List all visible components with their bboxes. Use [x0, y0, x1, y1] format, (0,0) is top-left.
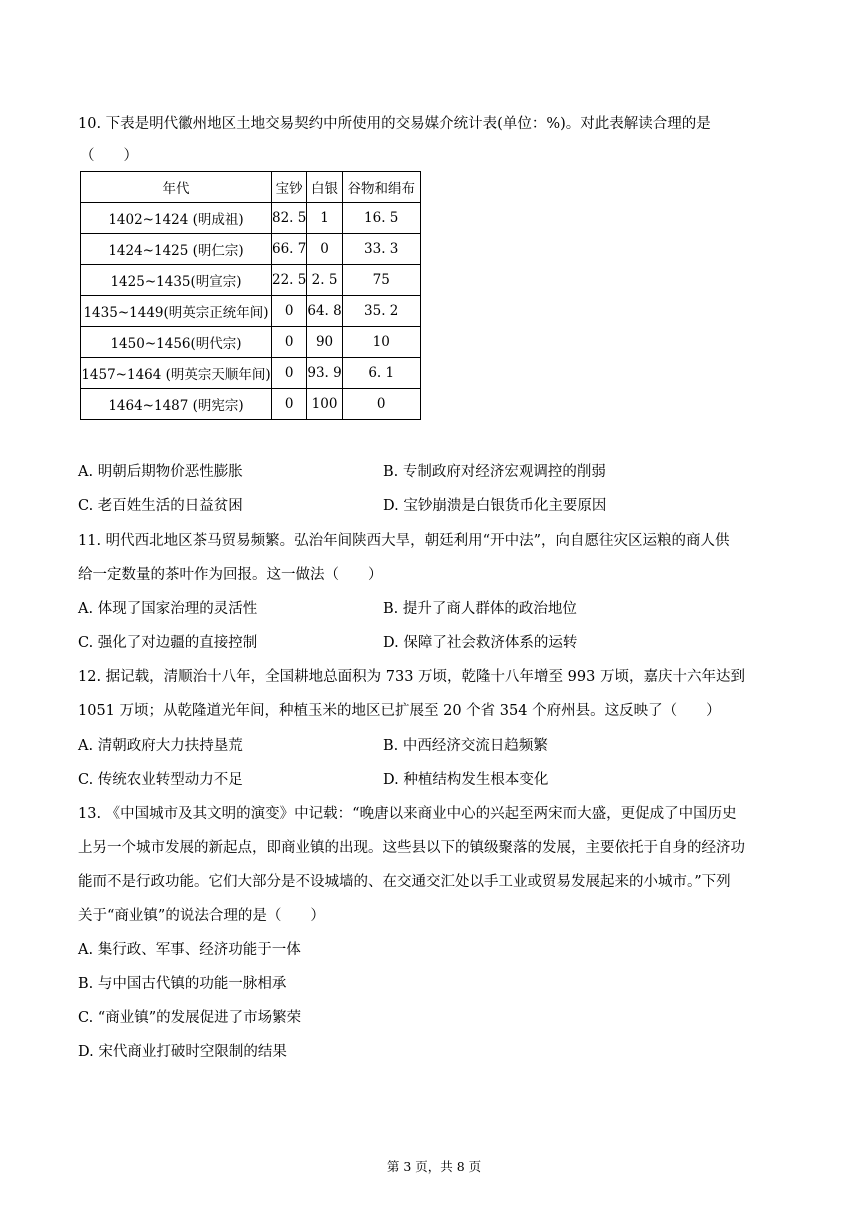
q11-option-a[interactable]: A. 体现了国家治理的灵活性 [78, 601, 258, 617]
cell-baochao: 22. 5 [272, 265, 307, 296]
cell-era: 1402~1424 (明成祖) [81, 203, 272, 234]
header-silver: 白银 [307, 172, 342, 203]
cell-era: 1424~1425 (明仁宗) [81, 234, 272, 265]
cell-silver: 90 [307, 327, 342, 358]
q13-stem-line-3: 能而不是行政功能。它们大部分是不设城墙的、在交通交汇处以手工业或贸易发展起来的小城市。”下列 [78, 874, 731, 890]
table-header-row [81, 172, 421, 203]
q10-option-b[interactable]: B. 专制政府对经济宏观调控的削弱 [383, 464, 606, 480]
header-baochao: 宝钞 [272, 172, 307, 203]
header-era: 年代 [81, 172, 272, 203]
q10-stem: 10. 下表是明代徽州地区土地交易契约中所使用的交易媒介统计表(单位：%)。对此表解读合理的是 [78, 116, 711, 132]
cell-baochao: 0 [272, 296, 307, 327]
table-row [81, 358, 421, 389]
q13-stem-line-2: 上另一个城市发展的新起点，即商业镇的出现。这些县以下的镇级聚落的发展，主要依托于自身的经济功 [78, 840, 745, 856]
q13-option-d[interactable]: D. 宋代商业打破时空限制的结果 [78, 1044, 287, 1060]
cell-grain-silk: 0 [342, 389, 420, 420]
cell-baochao: 66. 7 [272, 234, 307, 265]
cell-grain-silk: 10 [342, 327, 420, 358]
q12-option-c[interactable]: C. 传统农业转型动力不足 [78, 772, 243, 788]
cell-baochao: 0 [272, 389, 307, 420]
q10-blank: （ ） [80, 148, 138, 164]
q12-option-a[interactable]: A. 清朝政府大力扶持垦荒 [78, 738, 243, 754]
table-row [81, 265, 421, 296]
cell-grain-silk: 6. 1 [342, 358, 420, 389]
q13-stem-line-4: 关于“商业镇”的说法合理的是（ ） [78, 908, 325, 924]
cell-baochao: 0 [272, 327, 307, 358]
cell-silver: 0 [307, 234, 342, 265]
q11-option-c[interactable]: C. 强化了对边疆的直接控制 [78, 635, 258, 651]
cell-era: 1464~1487 (明宪宗) [81, 389, 272, 420]
cell-silver: 100 [307, 389, 342, 420]
trade-media-table [80, 171, 421, 420]
cell-grain-silk: 33. 3 [342, 234, 420, 265]
cell-grain-silk: 16. 5 [342, 203, 420, 234]
table-row [81, 327, 421, 358]
table-row [81, 389, 421, 420]
cell-era: 1457~1464 (明英宗天顺年间) [81, 358, 272, 389]
table-row [81, 296, 421, 327]
cell-silver: 2. 5 [307, 265, 342, 296]
cell-baochao: 82. 5 [272, 203, 307, 234]
cell-silver: 1 [307, 203, 342, 234]
q11-stem-line-2: 给一定数量的茶叶作为回报。这一做法（ ） [78, 567, 383, 583]
q10-option-a[interactable]: A. 明朝后期物价恶性膨胀 [78, 464, 243, 480]
q12-option-d[interactable]: D. 种植结构发生根本变化 [383, 772, 549, 788]
q10-option-c[interactable]: C. 老百姓生活的日益贫困 [78, 498, 243, 514]
q13-option-c[interactable]: C. “商业镇”的发展促进了市场繁荣 [78, 1010, 302, 1026]
cell-era: 1450~1456(明代宗) [81, 327, 272, 358]
cell-silver: 64. 8 [307, 296, 342, 327]
q13-option-b[interactable]: B. 与中国古代镇的功能一脉相承 [78, 976, 287, 992]
cell-grain-silk: 35. 2 [342, 296, 420, 327]
cell-silver: 93. 9 [307, 358, 342, 389]
q11-option-d[interactable]: D. 保障了社会救济体系的运转 [383, 635, 578, 651]
cell-era: 1435~1449(明英宗正统年间) [81, 296, 272, 327]
q12-stem-line-1: 12. 据记载，清顺治十八年，全国耕地总面积为 733 万顷，乾隆十八年增至 993 万顷，嘉庆十六年达到 [78, 669, 745, 685]
q13-stem-line-1: 13. 《中国城市及其文明的演变》中记载：“晚唐以来商业中心的兴起至两宋而大盛，更促成了中国历史 [78, 806, 737, 822]
header-grain-silk: 谷物和绢布 [342, 172, 420, 203]
q12-option-b[interactable]: B. 中西经济交流日趋频繁 [383, 738, 548, 754]
cell-era: 1425~1435(明宣宗) [81, 265, 272, 296]
q10-option-d[interactable]: D. 宝钞崩溃是白银货币化主要原因 [383, 498, 607, 514]
q13-option-a[interactable]: A. 集行政、军事、经济功能于一体 [78, 942, 301, 958]
q11-stem-line-1: 11. 明代西北地区茶马贸易频繁。弘治年间陕西大旱，朝廷利用“开中法”，向自愿往灾区运粮的商人供 [78, 533, 730, 549]
q11-option-b[interactable]: B. 提升了商人群体的政治地位 [383, 601, 577, 617]
table-row [81, 234, 421, 265]
q12-stem-line-2: 1051 万顷；从乾隆道光年间，种植玉米的地区已扩展至 20 个省 354 个府州县。这反映了（ ） [78, 703, 721, 719]
page-footer: 第 3 页，共 8 页 [386, 1159, 482, 1174]
cell-grain-silk: 75 [342, 265, 420, 296]
cell-baochao: 0 [272, 358, 307, 389]
table-row [81, 203, 421, 234]
